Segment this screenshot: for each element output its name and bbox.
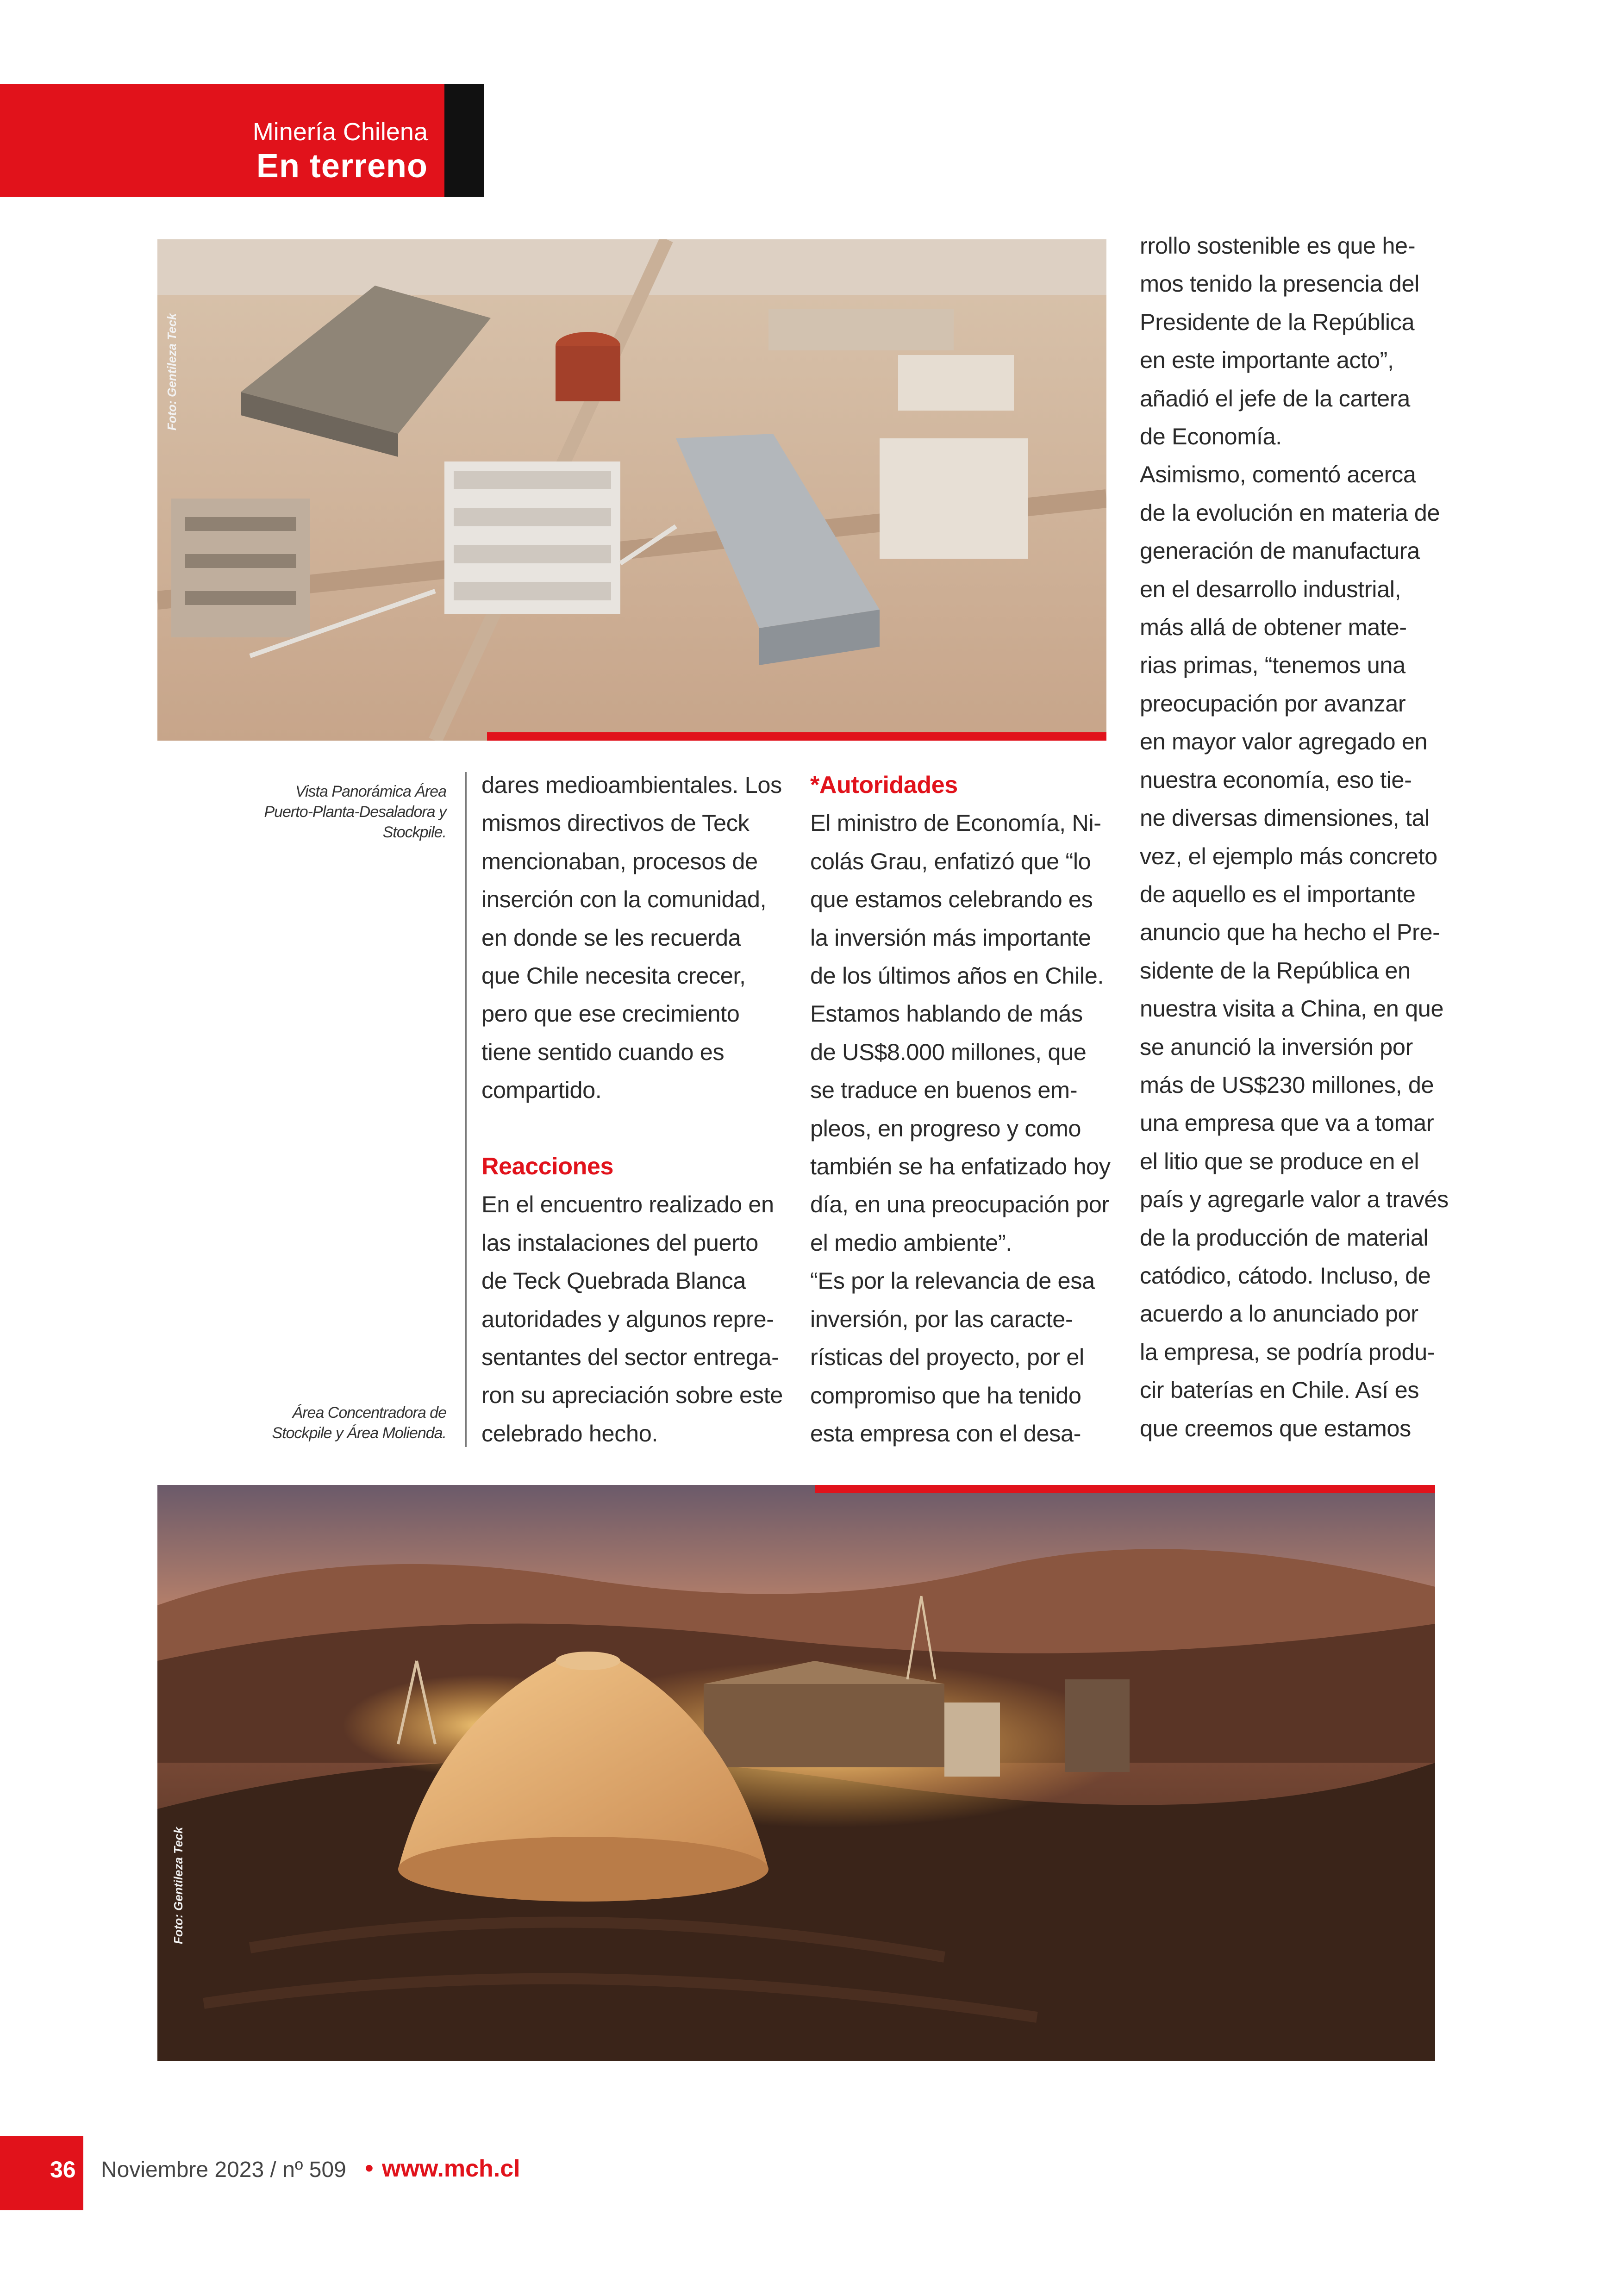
article-column-2: *Autoridades El ministro de Economía, Ni- colás Grau, enfatizó que “lo que estamos celebrando es la inversión más importante de los últimos años en Chile. Estamos hablando de más de US$8.000 millones, que se traduce en buenos em- pleos, en progreso y como también se ha enfatizado hoy día, en una preocupación por el medio ambiente”. “Es por la relevancia de esa inversión, por las caracte- rísticas del proyecto, por el compromiso que ha tenido esta empresa con el desa- — [810, 766, 1106, 1453]
subheading-reacciones: Reacciones — [481, 1153, 614, 1180]
article-column-3: rrollo sostenible es que he- mos tenido la presencia del Presidente de la República en este importante acto”, añadió el jefe de la cartera de Economía. Asimismo, comentó acerca de la evolución en materia de generación de manufactura en el desarrollo industrial, más allá de obtener mate- rias primas, “tenemos una preocupación por avanzar en mayor valor agregado en nuestra economía, eso tie- ne diversas dimensiones, tal vez, el ejemplo más concreto de aquello es el importante anuncio que ha hecho el Pre- sidente de la República en nuestra visita a China, en que se anunció la inversión por más de US$230 millones, de una empresa que va a tomar el litio que se produce en el país y agregarle valor a través de la producción de material catódico, cátodo. Incluso, de acuerdo a lo anunciado por la empresa, se podría produ- cir baterías en Chile. Así es que creemos que estamos — [1140, 232, 1449, 1441]
photo-accent-bar — [815, 1485, 1435, 1493]
photo-plant-aerial — [157, 239, 1106, 741]
subheading-autoridades: *Autoridades — [810, 772, 958, 798]
photo-accent-bar — [487, 732, 1106, 741]
caption-divider — [465, 772, 467, 1447]
section-title: Minería Chilena — [252, 118, 428, 146]
photo-credit: Foto: Gentileza Teck — [171, 1827, 185, 1944]
photo-credit: Foto: Gentileza Teck — [165, 313, 179, 430]
website-link[interactable]: www.mch.cl — [382, 2155, 520, 2182]
header-black-band — [444, 84, 484, 197]
footer-separator: • — [365, 2154, 374, 2182]
photo-concentrator-night — [157, 1485, 1435, 2061]
article-column-1: dares medioambientales. Los mismos directivos de Teck mencionaban, procesos de inserción con la comunidad, en donde se les recuerda que Chile necesita crecer, pero que ese crecimiento tiene sentido cuando es compartido. Reacciones En el encuentro realizado en las instalaciones del puerto de Teck Quebrada Blanca autoridades y algunos repre- sentantes del sector entrega- ron su apreciación sobre este celebrado hecho. — [481, 772, 783, 1447]
photo-caption: Vista Panorámica Área Puerto-Planta-Desaladora y Stockpile. — [264, 783, 446, 841]
photo-caption: Área Concentradora de Stockpile y Área Molienda. — [272, 1404, 446, 1442]
page-number: 36 — [50, 2157, 76, 2183]
issue-label: Noviembre 2023 / nº 509 — [101, 2158, 346, 2182]
subsection-title: En terreno — [256, 148, 428, 185]
